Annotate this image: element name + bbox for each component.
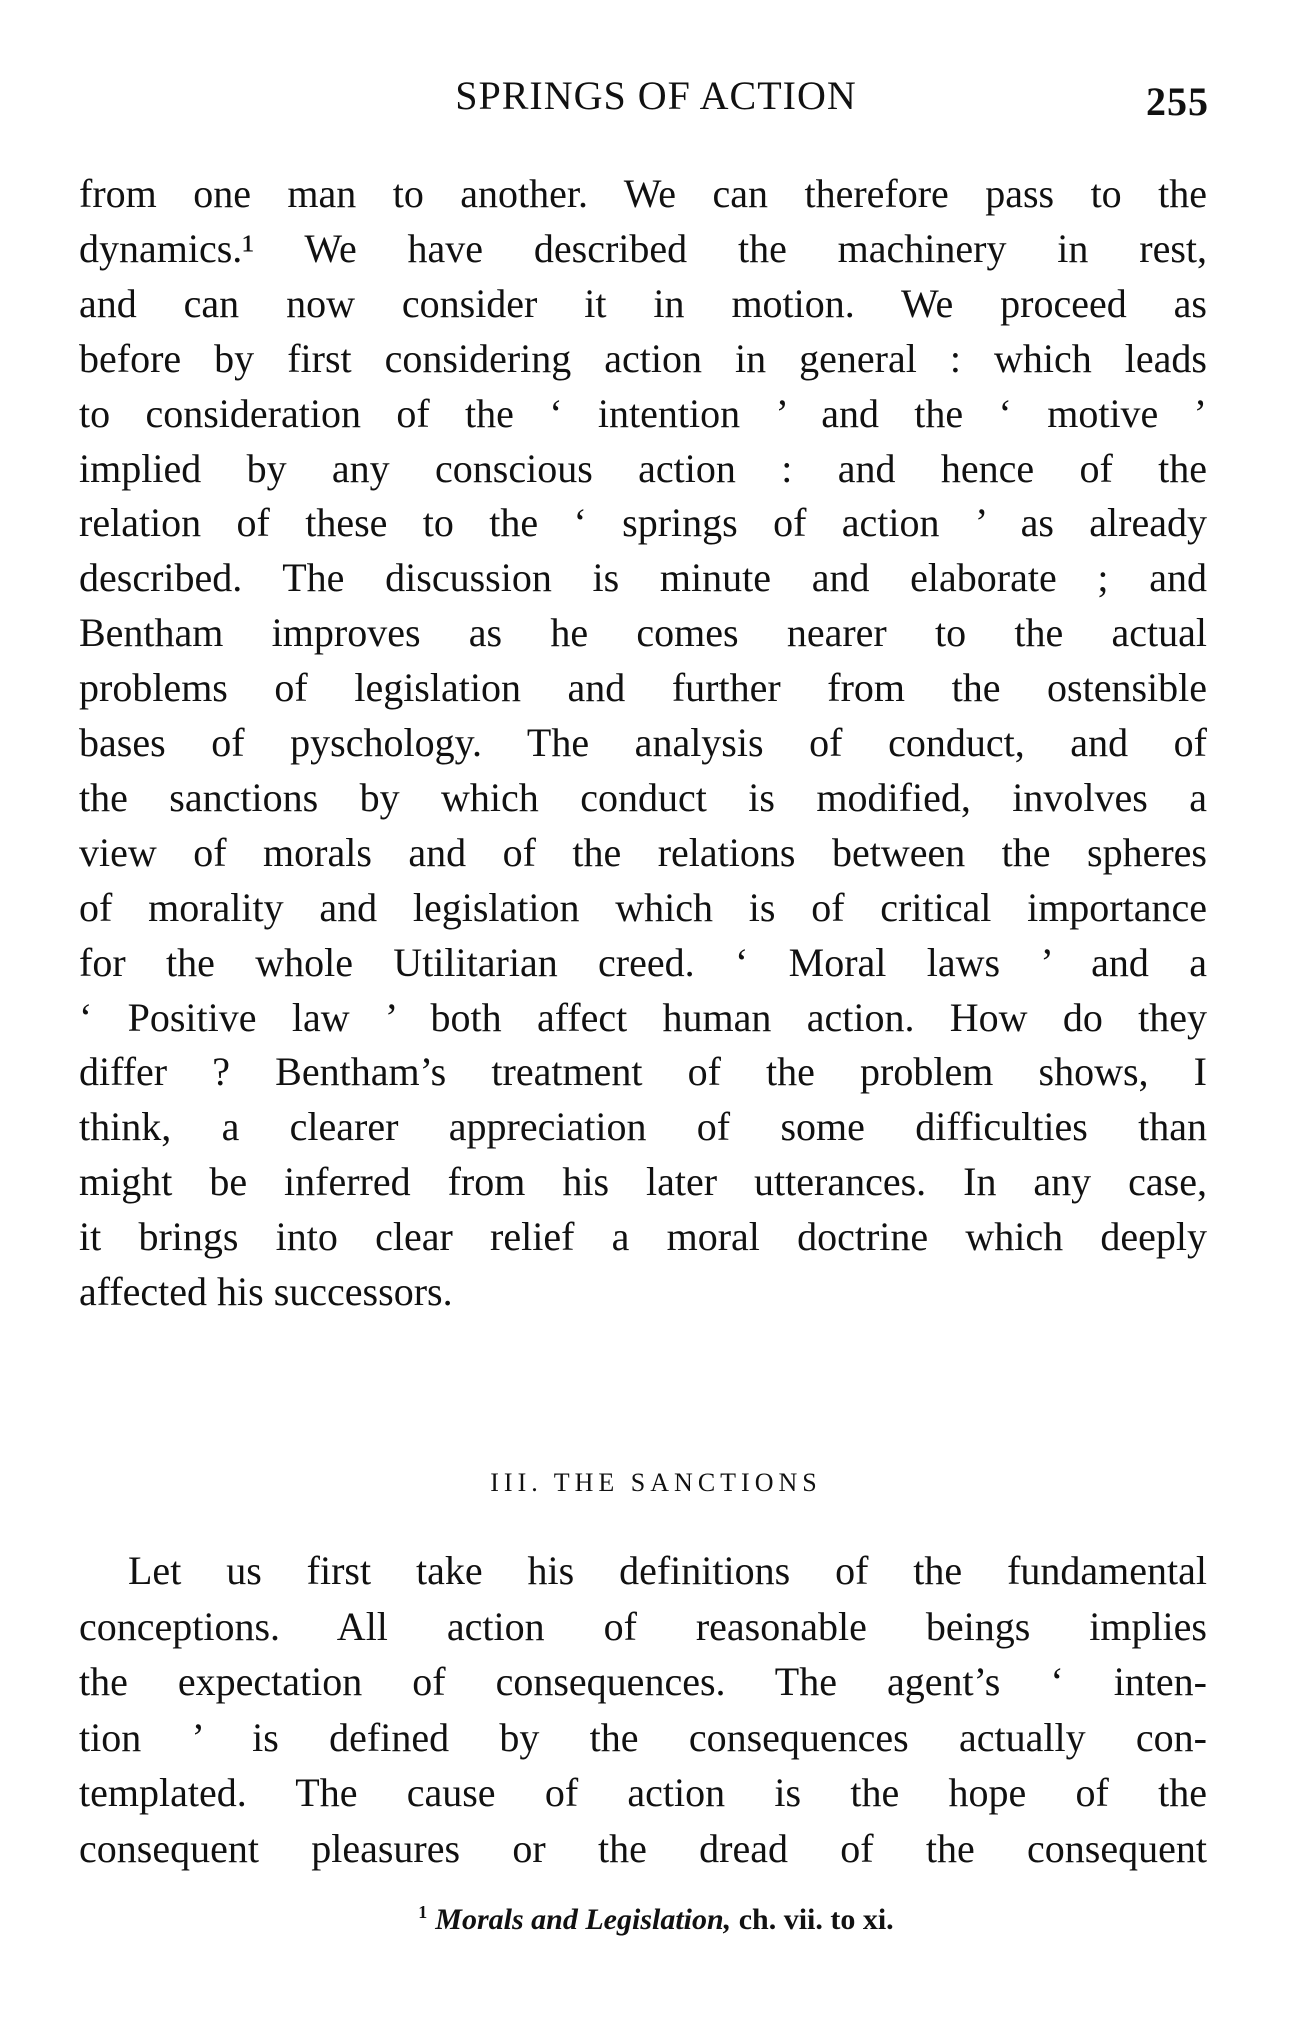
page-number: 255: [1146, 79, 1209, 124]
footnote-text: ch. vii. to xi.: [731, 1903, 894, 1936]
section-heading: III. THE SANCTIONS: [490, 1468, 822, 1497]
text-line: from one man to another. We can therefore pass to the: [79, 171, 1207, 216]
text-line: implied by any conscious action : and hence of the: [79, 445, 1207, 491]
text-line: the sanctions by which conduct is modified, involves a: [79, 774, 1207, 820]
text-line: might be inferred from his later utterances. In any case,: [79, 1159, 1207, 1205]
footnote-title: Morals and Legislation,: [435, 1903, 732, 1936]
text-line: to consideration of the ‘ intention ’ and the ‘ motive ’: [79, 390, 1207, 436]
text-line: dynamics.¹ We have described the machinery in rest,: [79, 225, 1207, 271]
footnote-marker: 1: [418, 1902, 428, 1922]
text-line: conceptions. All action of reasonable beings implies: [79, 1603, 1207, 1649]
text-line: for the whole Utilitarian creed. ‘ Moral laws ’ and a: [79, 939, 1207, 985]
text-line: problems of legislation and further from the ostensible: [79, 665, 1207, 711]
text-line: before by first considering action in general : which leads: [79, 335, 1207, 381]
text-line: Let us first take his definitions of the fundamental: [128, 1548, 1207, 1593]
text-line: view of morals and of the relations between the spheres: [79, 829, 1207, 875]
text-line: and can now consider it in motion. We proceed as: [79, 280, 1207, 326]
footnote: [0, 1902, 1312, 1937]
text-line: think, a clearer appreciation of some difficulties than: [79, 1104, 1207, 1150]
text-line: affected his successors.: [79, 1269, 453, 1314]
text-line: the expectation of consequences. The agent’s ‘ inten-: [79, 1659, 1207, 1705]
text-line: templated. The cause of action is the hope of the: [79, 1770, 1207, 1816]
text-line: it brings into clear relief a moral doctrine which deeply: [79, 1214, 1207, 1260]
text-line: bases of pyschology. The analysis of conduct, and of: [79, 720, 1207, 765]
text-line: tion ’ is defined by the consequences actually con-: [79, 1714, 1207, 1760]
text-line: described. The discussion is minute and elaborate ; and: [79, 555, 1207, 601]
text-line: Bentham improves as he comes nearer to the actual: [79, 610, 1207, 656]
text-line: of morality and legislation which is of critical importance: [79, 884, 1207, 930]
text-line: relation of these to the ‘ springs of action ’ as already: [79, 500, 1207, 546]
running-head: SPRINGS OF ACTION: [455, 73, 857, 118]
text-line: differ ? Bentham’s treatment of the problem shows, I: [79, 1049, 1207, 1095]
text-line: consequent pleasures or the dread of the consequent: [79, 1826, 1207, 1871]
text-line: ‘ Positive law ’ both affect human action. How do they: [79, 994, 1207, 1040]
